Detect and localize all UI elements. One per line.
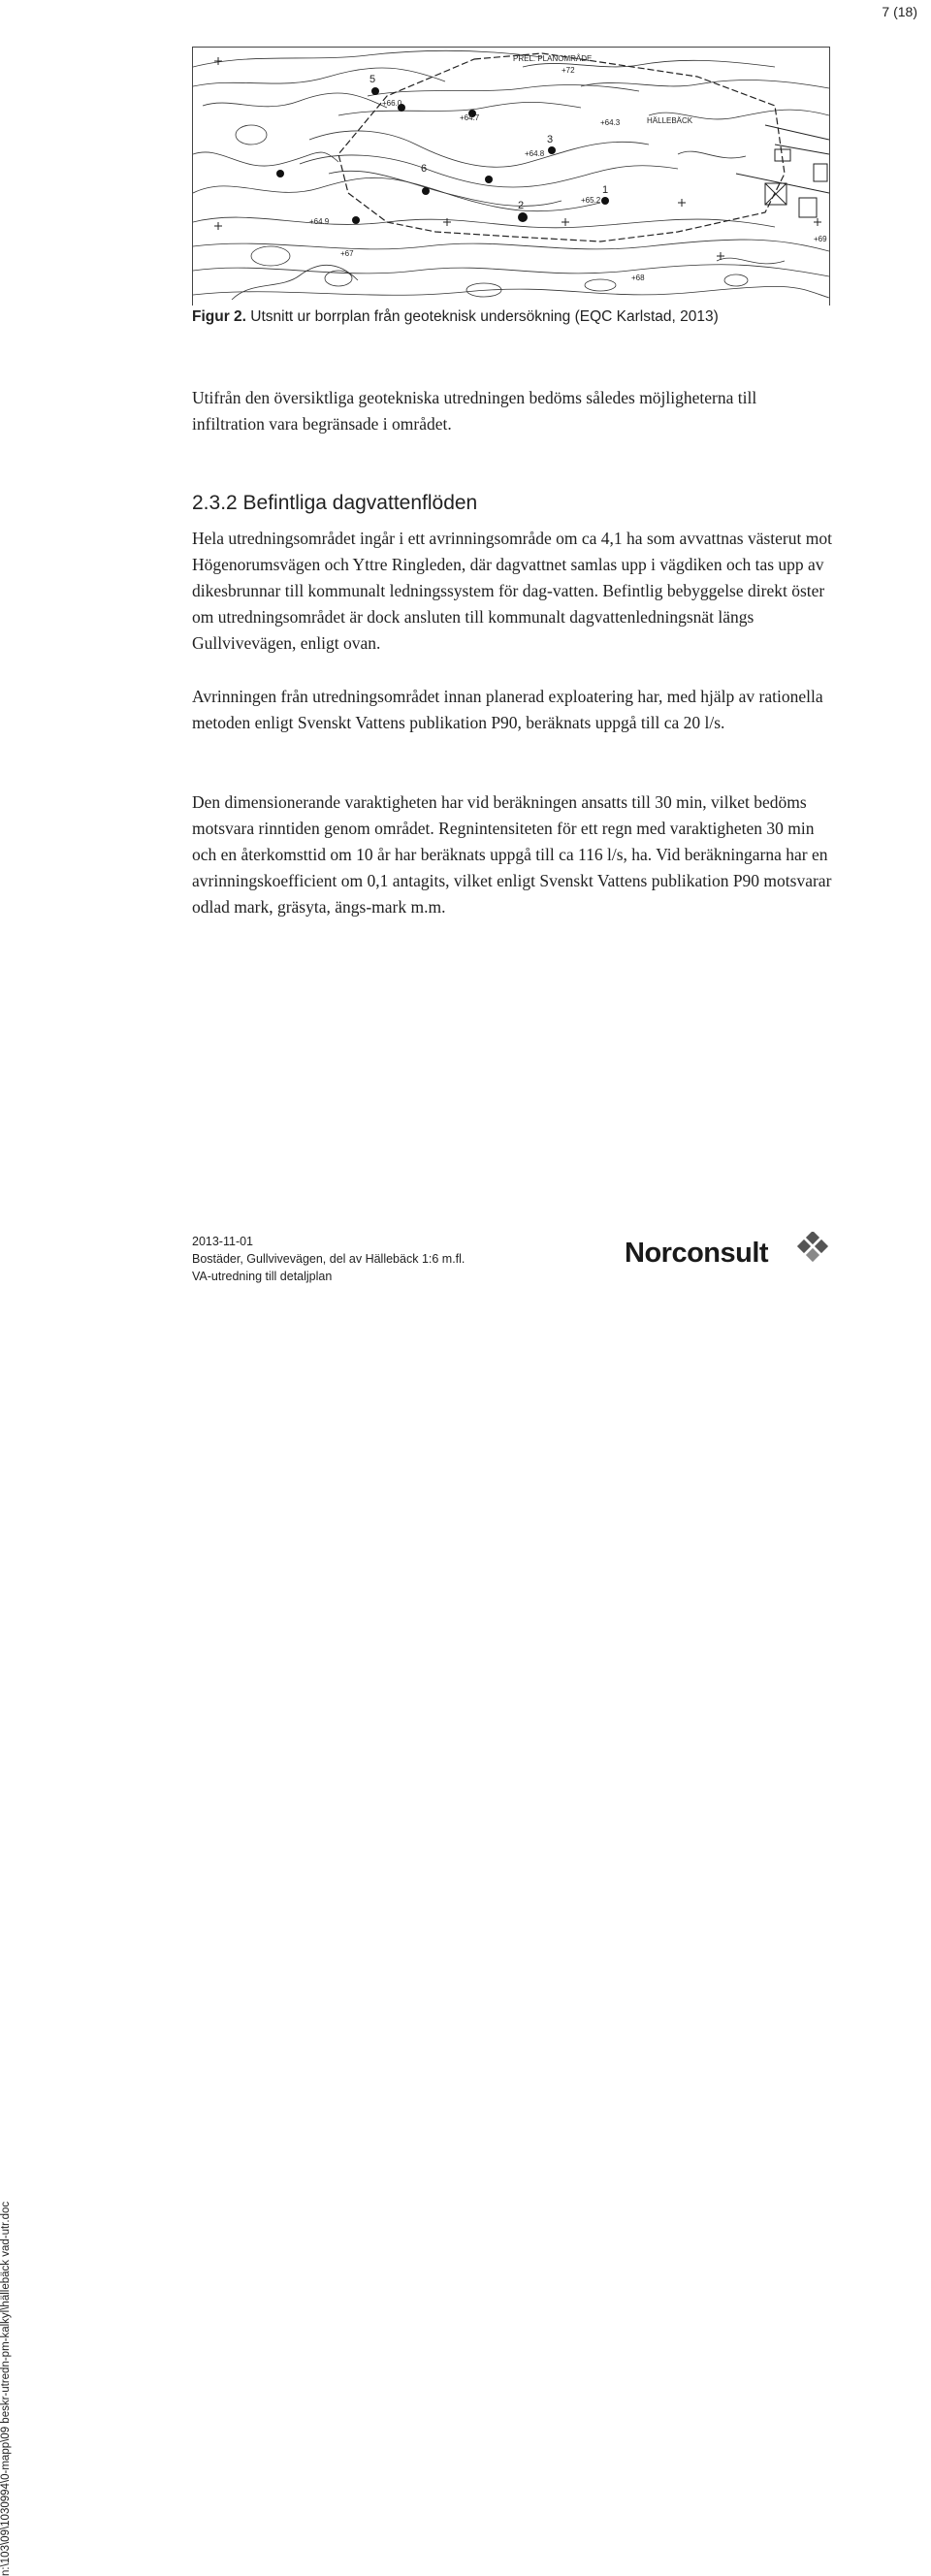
- svg-text:1: 1: [602, 184, 609, 196]
- paragraph-runoff: Avrinningen från utredningsområdet innan planerad exploatering har, med hjälp av rationella metoden enligt Svenskt Vattens publikation P90, beräknats uppgå till ca 20 l/s.: [192, 687, 823, 732]
- file-path-margin: n:\103\09\1030994\0-mapp\09 beskr-utredn-pm-kalkyl\hällebäck vad-utr.doc: [0, 2201, 12, 2576]
- footer-doc-title: VA-utredning till detaljplan: [192, 1270, 333, 1283]
- logo-diamond-icon: [795, 1232, 830, 1271]
- buildings-and-roads: [736, 125, 829, 217]
- svg-text:+64.8: +64.8: [525, 149, 545, 158]
- svg-text:PREL. PLANOMRÅDE: PREL. PLANOMRÅDE: [513, 54, 593, 63]
- footer-project: Bostäder, Gullvivevägen, del av Hällebäck 1:6 m.fl.: [192, 1252, 466, 1266]
- contour-lines: [193, 50, 829, 300]
- paragraph-infiltration: Utifrån den översiktliga geotekniska utredningen bedöms således möjligheterna till infiltration vara begränsade i området.: [192, 388, 757, 434]
- svg-text:+66.0: +66.0: [382, 99, 402, 108]
- svg-text:+72: +72: [562, 66, 575, 75]
- figure-caption-text: Utsnitt ur borrplan från geoteknisk undersökning (EQC Karlstad, 2013): [245, 308, 719, 325]
- svg-text:+67: +67: [340, 249, 354, 258]
- section-heading: 2.3.2 Befintliga dagvattenflöden: [192, 492, 478, 514]
- svg-text:HÄLLEBÄCK: HÄLLEBÄCK: [647, 116, 693, 125]
- figure-caption: [192, 308, 871, 326]
- svg-text:+64.3: +64.3: [600, 118, 621, 127]
- svg-text:6: 6: [421, 163, 428, 175]
- svg-text:+64.7: +64.7: [460, 113, 480, 122]
- svg-text:+65.2: +65.2: [581, 196, 601, 205]
- figure-label: Figur 2.: [192, 308, 246, 325]
- svg-text:2: 2: [518, 200, 525, 211]
- footer: [192, 1233, 465, 1285]
- borehole-plan-map: [192, 47, 830, 306]
- paragraph-rain-intensity: Den dimensionerande varaktigheten har vid beräkningen ansatts till 30 min, vilket bedöms motsvara rinntiden genom området. Regnintensiteten för ett regn med varaktigheten 30 min och en återkomsttid om 10 år har beräknats uppgå till ca 116 l/s, ha. Vid beräkningarna har en avrinningskoefficient om 0,1 antagits, vilket enligt Svenskt Vattens publikation P90 motsvarar odlad mark, gräsyta, ängs-mark m.m.: [192, 792, 832, 917]
- logo-text: Norconsult: [625, 1238, 769, 1269]
- svg-text:+64.9: +64.9: [309, 217, 330, 226]
- norconsult-logo: [625, 1232, 830, 1274]
- footer-date: 2013-11-01: [192, 1235, 254, 1248]
- borehole-markers: [276, 87, 609, 224]
- page-number: 7 (18): [882, 4, 917, 19]
- paragraph-catchment: Hela utredningsområdet ingår i ett avrinningsområde om ca 4,1 ha som avvattnas västerut mot Högenorumsvägen och Yttre Ringleden, där dagvattnet samlas upp i vägdiken och tas upp av dikesbrunnar till kommunalt ledningssystem för dag-vatten. Befintlig bebyggelse direkt öster om utredningsområdet är dock ansluten till kommunalt dagvattenledningsnät längs Gullvivevägen, enligt ovan.: [192, 529, 832, 653]
- svg-text:5: 5: [369, 74, 376, 85]
- svg-text:+69: +69: [814, 235, 827, 243]
- svg-text:3: 3: [547, 134, 554, 145]
- crosshair-marks: [214, 57, 821, 260]
- svg-text:+68: +68: [631, 274, 645, 282]
